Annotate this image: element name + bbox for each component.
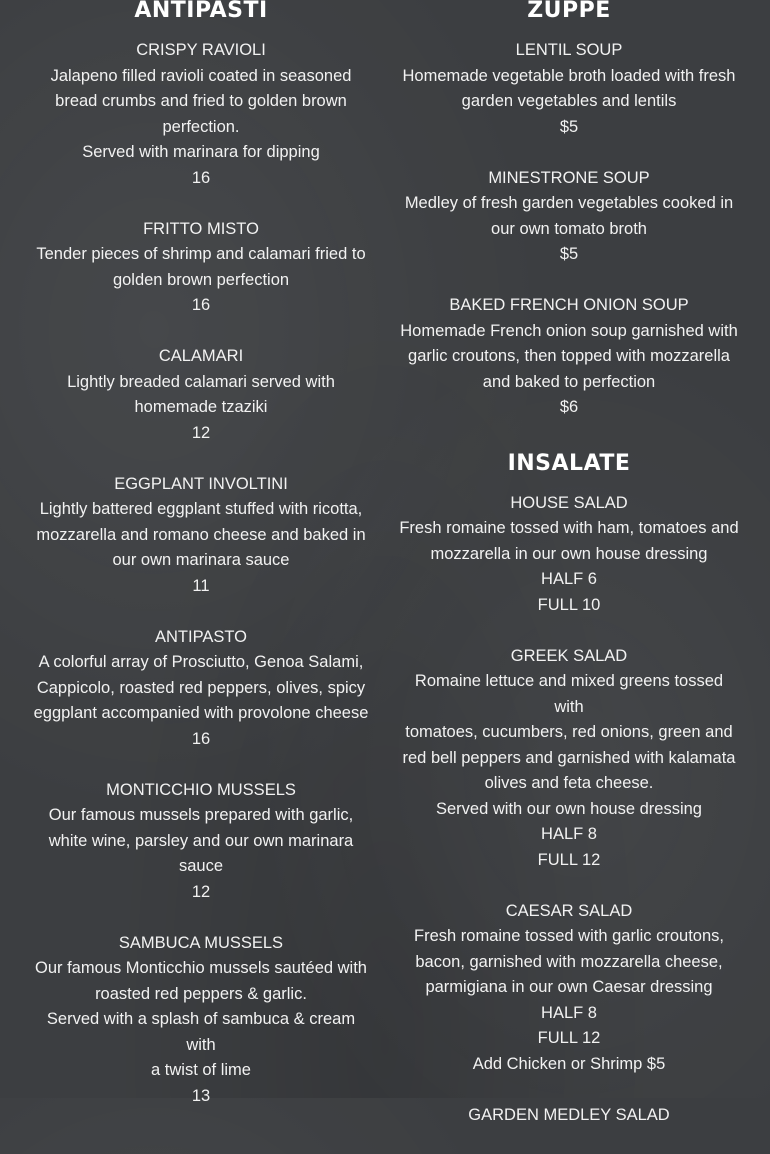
antipasti-column <box>30 0 372 1135</box>
item-description: white wine, parsley and our own marinara <box>48 831 354 850</box>
menu-item-greek-salad <box>398 644 740 874</box>
item-price: $5 <box>559 245 579 263</box>
item-description: mozzarella and romano cheese and baked in <box>36 525 366 544</box>
item-price: FULL 12 <box>537 1029 601 1047</box>
item-name: FRITTO MISTO <box>143 219 259 238</box>
item-description: parmigiana in our own Caesar dressing <box>425 978 713 996</box>
item-description: roasted red peppers & garlic. <box>95 984 307 1003</box>
item-price: 16 <box>191 729 211 748</box>
item-description: Romaine lettuce and mixed greens tossed with <box>414 672 724 716</box>
item-description: bread crumbs and fried to golden brown <box>55 92 347 110</box>
menu-item-house-salad <box>398 491 740 619</box>
item-name: EGGPLANT INVOLTINI <box>114 474 288 493</box>
zuppe-title: ZUPPE <box>527 0 611 23</box>
item-description: Medley of fresh garden vegetables cooked in <box>404 194 734 212</box>
item-description: Homemade French onion soup garnished with <box>400 321 738 340</box>
item-description: Served with marinara for dipping <box>82 143 320 161</box>
item-description: Lightly breaded calamari served with <box>67 372 335 391</box>
item-description: eggplant accompanied with provolone cheese <box>33 704 369 722</box>
item-description: garlic croutons, then topped with mozzarella <box>408 347 730 365</box>
item-description: Our famous Monticchio mussels sautéed with <box>35 959 367 977</box>
menu-item-antipasto <box>30 625 372 753</box>
menu-item-calamari <box>30 344 372 446</box>
menu-item-fritto-misto <box>30 217 372 319</box>
item-description: A colorful array of Prosciutto, Genoa Salami, <box>38 653 364 671</box>
item-name: BAKED FRENCH ONION SOUP <box>449 296 689 314</box>
item-price: 12 <box>191 882 211 901</box>
item-name: CRISPY RAVIOLI <box>136 41 266 59</box>
item-description: Jalapeno filled ravioli coated in seasoned <box>50 66 352 85</box>
item-name: GARDEN MEDLEY SALAD <box>468 1105 670 1124</box>
item-description: Homemade vegetable broth loaded with fresh <box>402 66 736 85</box>
item-name: GREEK SALAD <box>510 646 628 665</box>
menu-item-eggplant-involtini <box>30 472 372 600</box>
item-price: $5 <box>559 117 579 136</box>
item-name: SAMBUCA MUSSELS <box>118 933 284 952</box>
item-description: Fresh romaine tossed with garlic croutons, <box>414 927 724 945</box>
item-name: LENTIL SOUP <box>515 41 623 59</box>
item-price: HALF 6 <box>541 570 597 588</box>
menu-item-garden-medley-salad <box>398 1103 740 1129</box>
menu-item-sambuca-mussels <box>30 931 372 1110</box>
item-description: golden brown perfection <box>112 270 290 289</box>
item-price: HALF 8 <box>541 1003 597 1022</box>
menu-item-lentil-soup <box>398 38 740 140</box>
menu-item-baked-french-onion-soup <box>398 293 740 421</box>
item-description: Cappicolo, roasted red peppers, olives, spicy <box>36 678 366 697</box>
item-description: a twist of lime <box>151 1061 251 1079</box>
item-name: MONTICCHIO MUSSELS <box>106 780 296 799</box>
item-price: 16 <box>191 296 211 314</box>
item-price: 12 <box>191 423 211 442</box>
item-name: ANTIPASTO <box>155 627 247 646</box>
item-description: our own tomato broth <box>491 219 647 238</box>
item-description: perfection. <box>162 117 240 136</box>
item-description: tomatoes, cucumbers, red onions, green and <box>405 723 733 741</box>
menu-item-minestrone-soup <box>398 166 740 268</box>
item-description: homemade tzaziki <box>134 398 268 416</box>
item-name: HOUSE SALAD <box>510 493 628 512</box>
item-description: bacon, garnished with mozzarella cheese, <box>415 952 723 971</box>
item-price: FULL 12 <box>537 850 601 869</box>
item-price: HALF 8 <box>541 825 597 843</box>
item-description: Served with a splash of sambuca & cream with <box>46 1010 356 1054</box>
item-description: Served with our own house dressing <box>436 799 702 818</box>
item-addon: Add Chicken or Shrimp $5 <box>472 1054 666 1073</box>
item-price: $6 <box>559 398 579 416</box>
item-description: Lightly battered eggplant stuffed with ricotta, <box>39 500 363 518</box>
antipasti-title: ANTIPASTI <box>134 0 268 23</box>
item-name: CAESAR SALAD <box>505 901 633 920</box>
item-price: 16 <box>191 168 211 187</box>
item-description: red bell peppers and garnished with kalamata <box>402 748 736 767</box>
item-name: CALAMARI <box>158 347 244 365</box>
insalate-title: INSALATE <box>507 450 631 476</box>
item-description: garden vegetables and lentils <box>461 92 677 110</box>
item-description: olives and feta cheese. <box>484 774 654 792</box>
menu-item-monticchio-mussels <box>30 778 372 906</box>
item-description: Fresh romaine tossed with ham, tomatoes and <box>399 519 739 537</box>
item-description: and baked to perfection <box>482 372 656 391</box>
item-description: Our famous mussels prepared with garlic, <box>48 806 354 824</box>
item-price: 13 <box>191 1086 211 1105</box>
item-price: FULL 10 <box>537 595 601 614</box>
item-description: mozzarella in our own house dressing <box>430 544 708 563</box>
item-description: Tender pieces of shrimp and calamari fried to <box>36 245 366 263</box>
item-description: sauce <box>178 857 224 875</box>
item-description: our own marinara sauce <box>112 551 290 569</box>
item-name: MINESTRONE SOUP <box>488 168 650 187</box>
zuppe-insalate-column <box>398 0 740 1154</box>
menu-item-caesar-salad <box>398 899 740 1078</box>
menu-item-crispy-ravioli <box>30 38 372 191</box>
item-price: 11 <box>192 576 210 595</box>
